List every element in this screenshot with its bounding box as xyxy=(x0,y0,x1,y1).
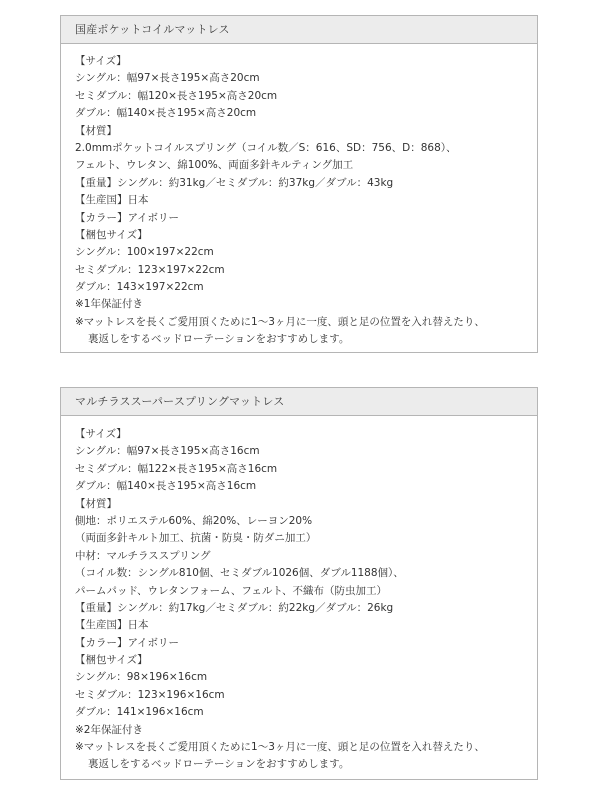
spec-line: ダブル：幅140×長さ195×高さ16cm xyxy=(75,480,257,493)
spec-line: （両面多針キルト加工、抗菌・防臭・防ダニ加工） xyxy=(75,532,317,545)
spec-line: 【生産国】日本 xyxy=(75,194,149,207)
spec-list xyxy=(61,416,537,774)
spec-line: 裏返しをするベッドローテーションをおすすめします。 xyxy=(88,758,350,771)
spec-line: シングル：幅97×長さ195×高さ20cm xyxy=(75,72,260,85)
spec-line: 【重量】シングル：約31kg／セミダブル：約37kg／ダブル：43kg xyxy=(75,176,394,189)
spec-line: セミダブル：123×197×22cm xyxy=(75,263,225,276)
panel-title: マルチラススーパースプリングマットレス xyxy=(61,388,537,416)
spec-line: セミダブル：幅120×長さ195×高さ20cm xyxy=(75,89,278,102)
spec-line: フェルト、ウレタン、綿100%、両面多針キルティング加工 xyxy=(75,159,354,172)
spec-line: ダブル：143×197×22cm xyxy=(75,281,204,294)
spec-line: ※マットレスを長くご愛用頂くために1～3ヶ月に一度、頭と足の位置を入れ替えたり、 xyxy=(75,315,485,328)
product-spec-panel-pocket-coil xyxy=(60,15,538,353)
spec-line: 【梱包サイズ】 xyxy=(75,228,148,241)
spec-list xyxy=(61,44,537,349)
spec-line: 裏返しをするベッドローテーションをおすすめします。 xyxy=(88,333,350,346)
spec-line: 側地：ポリエステル60%、綿20%、レーヨン20% xyxy=(75,514,313,527)
spec-line: 【サイズ】 xyxy=(75,428,127,440)
product-spec-panel-multilath xyxy=(60,387,538,780)
spec-line: 【サイズ】 xyxy=(75,55,127,67)
spec-line: 【カラー】アイボリー xyxy=(75,636,180,649)
spec-line: パームパッド、ウレタンフォーム、フェルト、不織布（防虫加工） xyxy=(75,584,387,597)
spec-line: ※1年保証付き xyxy=(75,298,143,311)
spec-line: シングル：幅97×長さ195×高さ16cm xyxy=(75,445,260,458)
spec-line: 【材質】 xyxy=(75,497,117,510)
spec-line: セミダブル：123×196×16cm xyxy=(75,688,225,701)
spec-line: セミダブル：幅122×長さ195×高さ16cm xyxy=(75,462,278,475)
spec-line: シングル：100×197×22cm xyxy=(75,246,214,259)
spec-line: ※2年保証付き xyxy=(75,723,143,736)
spec-line: 【材質】 xyxy=(75,124,117,137)
spec-line: ダブル：141×196×16cm xyxy=(75,706,204,719)
panel-title: 国産ポケットコイルマットレス xyxy=(61,16,537,44)
spec-line: ダブル：幅140×長さ195×高さ20cm xyxy=(75,107,257,120)
spec-line: （コイル数：シングル810個、セミダブル1026個、ダブル1188個）、 xyxy=(75,567,404,580)
spec-line: ※マットレスを長くご愛用頂くために1～3ヶ月に一度、頭と足の位置を入れ替えたり、 xyxy=(75,741,485,754)
spec-line: 中材：マルチラススプリング xyxy=(75,549,211,562)
spec-line: 【重量】シングル：約17kg／セミダブル：約22kg／ダブル：26kg xyxy=(75,601,394,614)
spec-line: 【生産国】日本 xyxy=(75,619,149,632)
spec-line: 【カラー】アイボリー xyxy=(75,211,180,224)
spec-line: 【梱包サイズ】 xyxy=(75,654,148,667)
spec-line: シングル：98×196×16cm xyxy=(75,671,208,684)
spec-line: 2.0mmポケットコイルスプリング（コイル数／S：616、SD：756、D：868）、 xyxy=(75,141,457,154)
